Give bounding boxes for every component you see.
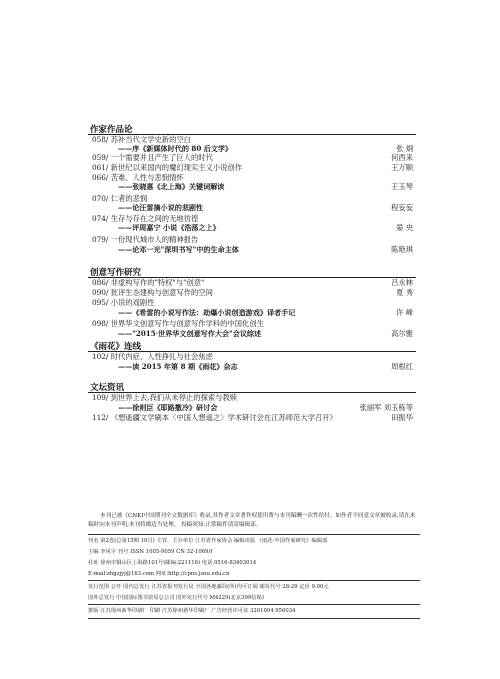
section-title-critics: 作家作品论 xyxy=(90,125,133,135)
toc-subtitle-102: ——读 2015 年第 8 期《雨花》杂志 xyxy=(118,362,238,371)
toc-entry-058[interactable]: 058/ 苏补当代文学史新的空白 xyxy=(92,135,191,144)
toc-author-095: 许 峰 xyxy=(396,308,413,317)
section-title-yuhua: 《雨花》连线 xyxy=(90,342,142,352)
toc-entry-066[interactable]: 066/ 苦难、人性与悲悯情怀 xyxy=(92,173,184,182)
toc-entry-074[interactable]: 074/ 生存与存在之间的无地彷徨 xyxy=(92,214,199,223)
toc-subtitle-079: ——论邓一光"深圳书写"中的生命主体 xyxy=(118,245,239,254)
toc-author-109: 张丽军 刘玉栋等 xyxy=(359,403,413,412)
toc-entry-098[interactable]: 098/ 世界华文创意写作与创意写作学科的中国化创生 xyxy=(92,319,264,328)
toc-author-102: 周根红 xyxy=(391,362,413,371)
masthead-rule-top xyxy=(88,534,420,535)
toc-subtitle-066: ——张晓惠《北上海》关键词解读 xyxy=(118,182,225,191)
toc-entry-112[interactable]: 112/ 《想遥疆文学刷本〈中国人想遥之〉学术研讨会在江苏师范大学召开》 xyxy=(92,414,337,422)
toc-author-086: 吕永林 xyxy=(391,278,413,287)
masthead-rule-mid2 xyxy=(88,604,420,605)
toc-subtitle-058: ——序《新媒体时代的 80 后文学》 xyxy=(118,144,233,153)
toc-subtitle-074: ——评周嘉宁 小说《浩荡之上》 xyxy=(118,223,220,232)
toc-entry-059[interactable]: 059/ 一个需要并且产生了巨人的时代 xyxy=(92,153,213,162)
masthead-line: 国外总发行 中国国际图书贸易总公司 国外发行代号 M4229(北京399信箱) xyxy=(88,595,264,601)
toc-entry-095[interactable]: 095/ 小说的戏剧性 xyxy=(92,298,155,307)
masthead-line: E-mail:zhgzjyj@163.com 网址:http://cpns.jsnu.edu.cn xyxy=(88,571,230,577)
masthead-line: 刊名 第2卷(总第15期 10月) 主管、主办单位 江苏省作家协会 编辑出版 《雨花·中国作家研究》编辑部 xyxy=(88,538,328,544)
masthead-rule-bottom xyxy=(88,618,420,619)
masthead-line: 社址 徐州市铜山区上海路101号(邮编:221116) 电话 0516-83403014 xyxy=(88,560,257,566)
masthead-line: 发行范围 公开 国内总发行 江苏省报刊发行局 全国各地邮局(所)均可订阅 邮发代号 28-29 定价 9.00元 xyxy=(88,584,329,590)
masthead-line: 主编 李风宇 刊号 ISSN 1005-9059 CN 32-1069/I xyxy=(88,549,213,555)
masthead-rule-mid xyxy=(88,580,420,581)
toc-author-066: 王玉琴 xyxy=(391,182,413,191)
toc-author-079: 陈艳琪 xyxy=(391,245,413,254)
toc-subtitle-095: ——《希雷的小说写作法：劫爆小说创造游戏》译者手记 xyxy=(118,308,296,317)
section-title-news: 文坛资讯 xyxy=(90,383,125,393)
toc-author-112: 田振华 xyxy=(391,413,413,422)
toc-entry-086[interactable]: 086/ 非虚构写作的"特权"与"创意" xyxy=(92,278,205,287)
toc-entry-109[interactable]: 109/ 到世界上去,我们从未停止的探索与教赎 xyxy=(92,393,238,402)
toc-author-070: 程妄妄 xyxy=(391,203,413,212)
toc-author-074: 晏 央 xyxy=(396,223,413,232)
toc-entry-070[interactable]: 070/ 仁者的悲悯 xyxy=(92,194,148,203)
copyright-notice: 本刊已被《CNKI中国期刊全文数据库》收录,其作者文章著作权使用费与本刊稿酬一次性给付。如作者不同意文章被收录,请在来稿时向本刊声明,本刊将做适当处理。 投稿须知:正常稿件请寄编辑部。 xyxy=(88,513,416,528)
toc-subtitle-098: ——"2015·世界华文创意写作大会"会议综述 xyxy=(118,329,262,338)
toc-entry-079[interactable]: 079/ 一份现代城市人的精神报告 xyxy=(92,235,199,244)
toc-entry-090[interactable]: 090/ 批评生态建构与创意写作的空间 xyxy=(92,288,213,297)
toc-author-098: 高尔雅 xyxy=(391,329,413,338)
masthead-line: 排版 江苏徐州新华印刷厂 印刷 江苏徐州新华印刷厂 广告经营许可证 3201004 950034 xyxy=(88,608,296,614)
toc-author-058: 张 炯 xyxy=(396,144,413,153)
toc-author-090: 夏 秀 xyxy=(396,288,413,297)
section-title-creative-writing: 创意写作研究 xyxy=(90,268,142,278)
toc-author-061: 王万顺 xyxy=(391,163,413,172)
toc-entry-061[interactable]: 061/ 新世纪以来国内的魔幻现实主义小说创作 xyxy=(92,163,243,172)
toc-author-059: 何西来 xyxy=(391,153,413,162)
toc-subtitle-109: ——徐则臣《耶路撒冷》研讨会 xyxy=(118,403,218,412)
toc-subtitle-070: ——论汪雷摘小说的悲剧性 xyxy=(118,203,204,212)
toc-entry-102[interactable]: 102/ 时代内症、人性挣扎与社会焦虑 xyxy=(92,352,213,361)
